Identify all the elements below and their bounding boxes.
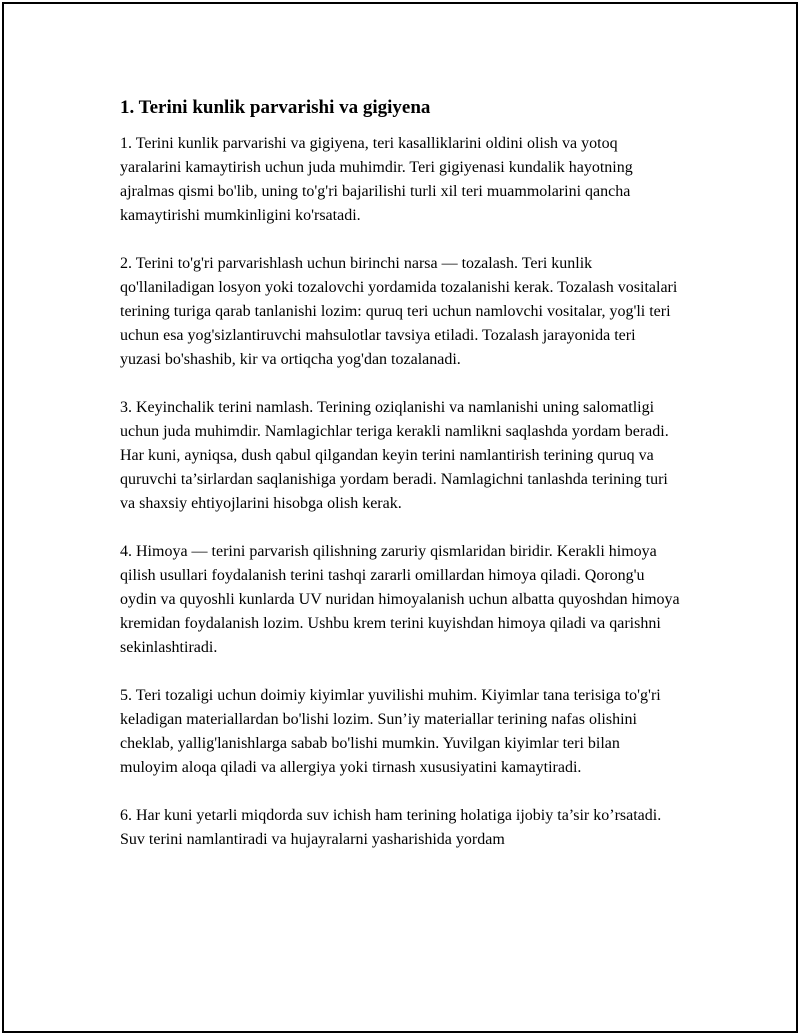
paragraph: 6. Har kuni yetarli miqdorda suv ichish ham terining holatiga ijobiy ta’sir ko’rsatadi. Suv terini namlantiradi va hujayralarni yasharishida yordam [120, 807, 662, 848]
paragraph: 1. Terini kunlik parvarishi va gigiyena, teri kasalliklarini oldini olish va yotoq yaralarini kamaytirish uchun juda muhimdir. Teri gigiyenasi kundalik hayotning ajralmas qismi bo'lib, uning to'g'ri bajarilishi turli xil teri muammolarini qancha kamaytirishi mumkinligini ko'rsatadi. [120, 135, 633, 224]
paragraph: 3. Keyinchalik terini namlash. Terining oziqlanishi va namlanishi uning salomatligi uchun juda muhimdir. Namlagichlar teriga kerakli namlikni saqlashda yordam beradi. Har kuni, ayniqsa, dush qabul qilgandan keyin terini namlantirish terining quruq va quruvchi ta’sirlardan saqlanishiga yordam beradi. Namlagichni tanlashda terining turi va shaxsiy ehtiyojlarini hisobga olish kerak. [120, 399, 669, 512]
paragraph: 4. Himoya — terini parvarish qilishning zaruriy qismlaridan biridir. Kerakli himoya qilish usullari foydalanish terini tashqi zararli omillardan himoya qiladi. Qorong'u oydin va quyoshli kunlarda UV nuridan himoyalanish uchun albatta quyoshdan himoya kremidan foydalanish lozim. Ushbu krem terini kuyishdan himoya qiladi va qarishni sekinlashtiradi. [120, 543, 680, 656]
document-page [2, 2, 798, 1033]
paragraph: 2. Terini to'g'ri parvarishlash uchun birinchi narsa — tozalash. Teri kunlik qo'llaniladigan losyon yoki tozalovchi yordamida tozalanishi kerak. Tozalash vositalari terining turiga qarab tanlanishi lozim: quruq teri uchun namlovchi vositalar, yog'li teri uchun esa yog'sizlantiruvchi mahsulotlar tavsiya etiladi. Tozalash jarayonida teri yuzasi bo'shashib, kir va ortiqcha yog'dan tozalanadi. [120, 255, 678, 368]
document-body [120, 96, 680, 876]
paragraph: 5. Teri tozaligi uchun doimiy kiyimlar yuvilishi muhim. Kiyimlar tana terisiga to'g'ri keladigan materiallardan bo'lishi lozim. Sun’iy materiallar terining nafas olishini cheklab, yallig'lanishlarga sabab bo'lishi mumkin. Yuvilgan kiyimlar teri bilan muloyim aloqa qiladi va allergiya yoki tirnash xususiyatini kamaytiradi. [120, 687, 661, 776]
section-heading: 1. Terini kunlik parvarishi va gigiyena [120, 97, 431, 118]
